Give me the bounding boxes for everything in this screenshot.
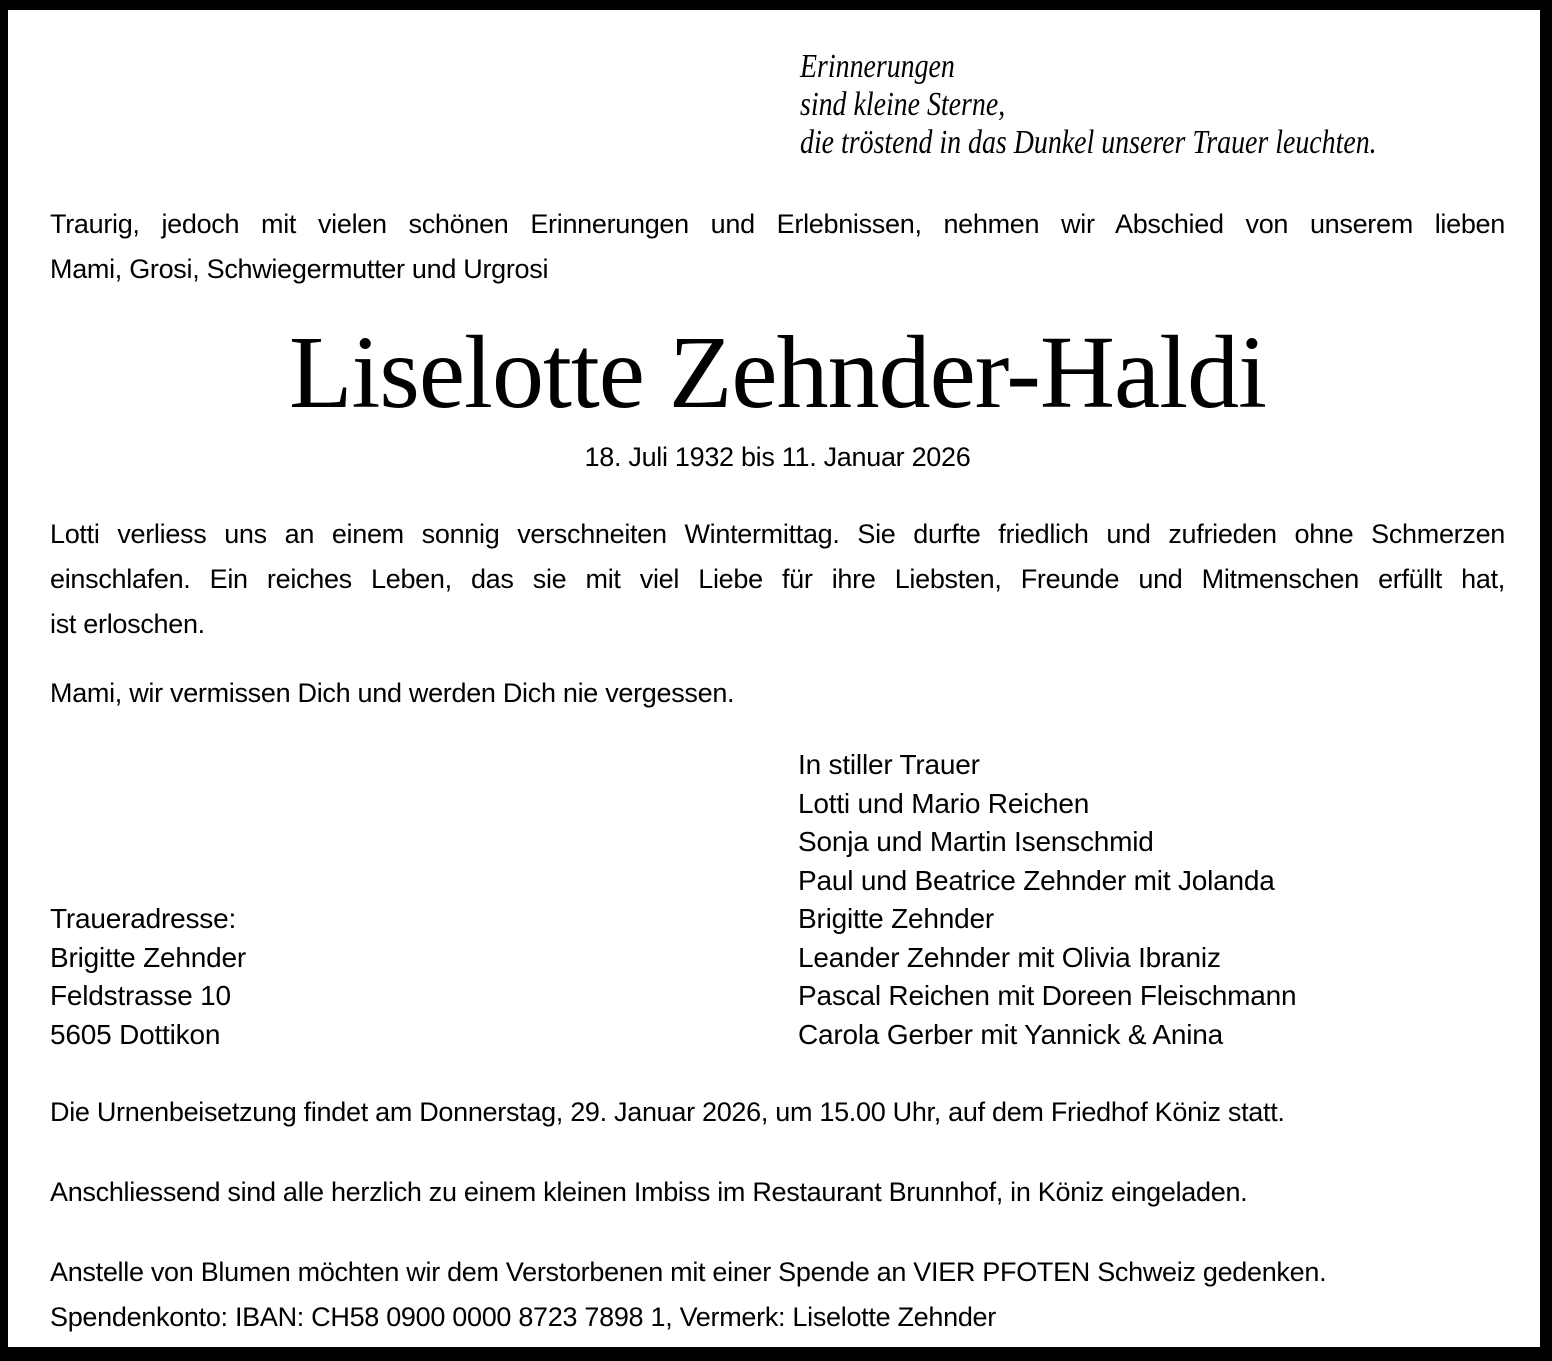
intro-line: Mami, Grosi, Schwiegermutter und Urgrosi [50,254,549,284]
mourner-name: Pascal Reichen mit Doreen Fleischmann [798,980,1297,1011]
mourner-name: Brigitte Zehnder [798,903,995,934]
mourners-header: In stiller Trauer [798,749,980,780]
farewell-line: Mami, wir vermissen Dich und werden Dich nie vergessen. [50,678,735,708]
mourning-address-line: Brigitte Zehnder [50,941,247,973]
mourner-name: Carola Gerber mit Yannick & Anina [798,1018,1224,1050]
intro-line: Traurig, jedoch mit vielen schönen Erinnerungen und Erlebnissen, nehmen wir Abschied von unserem lieben [50,209,1505,239]
poem-line: die tröstend in das Dunkel unserer Trauer leuchten. [800,124,1377,161]
reception-invitation: Anschliessend sind alle herzlich zu einem kleinen Imbiss im Restaurant Brunnhof, in Köniz eingeladen. [50,1177,1248,1207]
mourner-name: Lotti und Mario Reichen [798,787,1090,819]
donation-paragraph [50,1250,1505,1340]
obituary-line: einschlafen. Ein reiches Leben, das sie mit viel Liebe für ihre Liebsten, Freunde und Mitmenschen erfüllt hat, [50,564,1505,594]
columns-section [50,746,1505,1054]
donation-line: Spendenkonto: IBAN: CH58 0900 0000 8723 7898 1, Vermerk: Liselotte Zehnder [50,1302,996,1332]
intro-paragraph [50,202,1505,292]
funeral-announcement: Die Urnenbeisetzung findet am Donnerstag, 29. Januar 2026, um 15.00 Uhr, auf dem Friedhof Köniz statt. [50,1097,1285,1127]
poem-line: Erinnerungen [800,48,955,85]
memorial-poem [800,48,1378,162]
mourning-address-block [50,900,798,1054]
mourner-name: Leander Zehnder mit Olivia Ibraniz [798,941,1221,973]
obituary-line: ist erloschen. [50,609,205,639]
obituary-paragraph [50,512,1505,647]
mourner-name: Sonja und Martin Isenschmid [798,826,1154,857]
mourners-block [798,746,1505,1054]
donation-line: Anstelle von Blumen möchten wir dem Verstorbenen mit einer Spende an VIER PFOTEN Schweiz gedenken. [50,1257,1327,1287]
mourning-address-line: Feldstrasse 10 [50,980,231,1011]
deceased-name: Liselotte Zehnder-Haldi [289,315,1266,430]
mourner-name: Paul und Beatrice Zehnder mit Jolanda [798,864,1275,896]
poem-line: sind kleine Sterne, [800,86,1006,123]
mourning-address-label: Traueradresse: [50,903,237,934]
life-dates: 18. Juli 1932 bis 11. Januar 2026 [584,442,971,472]
mourning-address-line: 5605 Dottikon [50,1018,221,1050]
obituary-line: Lotti verliess uns an einem sonnig verschneiten Wintermittag. Sie durfte friedlich und zufrieden ohne Schmerzen [50,519,1505,549]
